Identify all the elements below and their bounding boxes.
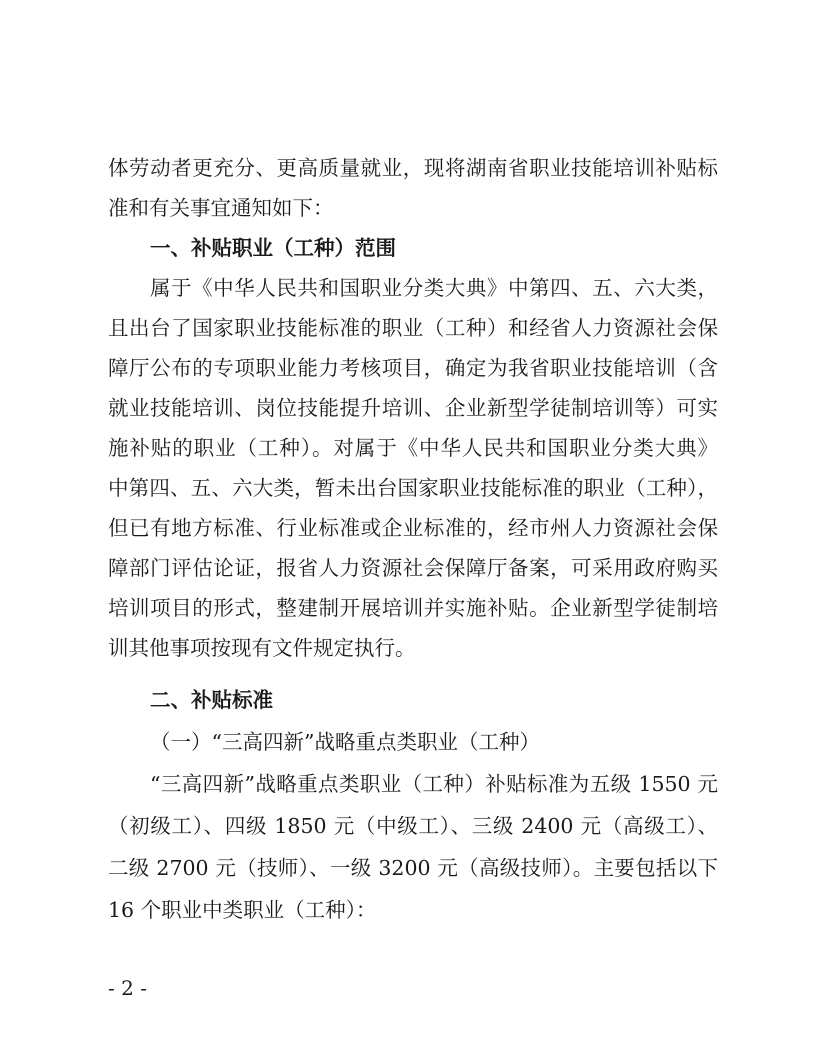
page-number: - 2 - <box>108 976 147 1000</box>
section-heading: 一、补贴职业（工种）范围 <box>150 236 396 260</box>
paragraph-line: 二级 2700 元（技师）、一级 3200 元（高级技师）。主要包括以下 <box>108 856 718 880</box>
subsection-heading: （一）“三高四新”战略重点类职业（工种） <box>150 730 540 754</box>
paragraph-line: 障厅公布的专项职业能力考核项目，确定为我省职业技能培训（含 <box>108 356 718 380</box>
paragraph-line: 就业技能培训、岗位技能提升培训、企业新型学徒制培训等）可实 <box>108 396 718 420</box>
paragraph-line: 准和有关事宜通知如下： <box>108 196 334 220</box>
paragraph-line: 培训项目的形式，整建制开展培训并实施补贴。企业新型学徒制培 <box>108 596 718 620</box>
paragraph-line: 训其他事项按现有文件规定执行。 <box>108 636 416 660</box>
paragraph-line: 施补贴的职业（工种）。对属于《中华人民共和国职业分类大典》 <box>108 436 718 460</box>
paragraph-line: 且出台了国家职业技能标准的职业（工种）和经省人力资源社会保 <box>108 316 718 340</box>
paragraph-line: 体劳动者更充分、更高质量就业，现将湖南省职业技能培训补贴标 <box>108 156 718 180</box>
paragraph-line: “三高四新”战略重点类职业（工种）补贴标准为五级 1550 元 <box>150 772 718 796</box>
paragraph-line: 属于《中华人民共和国职业分类大典》中第四、五、六大类， <box>150 276 718 300</box>
paragraph-line: （初级工）、四级 1850 元（中级工）、三级 2400 元（高级工）、 <box>108 814 718 838</box>
section-heading: 二、补贴标准 <box>150 688 273 712</box>
paragraph-line: 但已有地方标准、行业标准或企业标准的，经市州人力资源社会保 <box>108 516 718 540</box>
paragraph-line: 障部门评估论证，报省人力资源社会保障厅备案，可采用政府购买 <box>108 556 718 580</box>
paragraph-line: 中第四、五、六大类，暂未出台国家职业技能标准的职业（工种）， <box>108 476 718 500</box>
paragraph-line: 16 个职业中类职业（工种）： <box>108 898 377 922</box>
